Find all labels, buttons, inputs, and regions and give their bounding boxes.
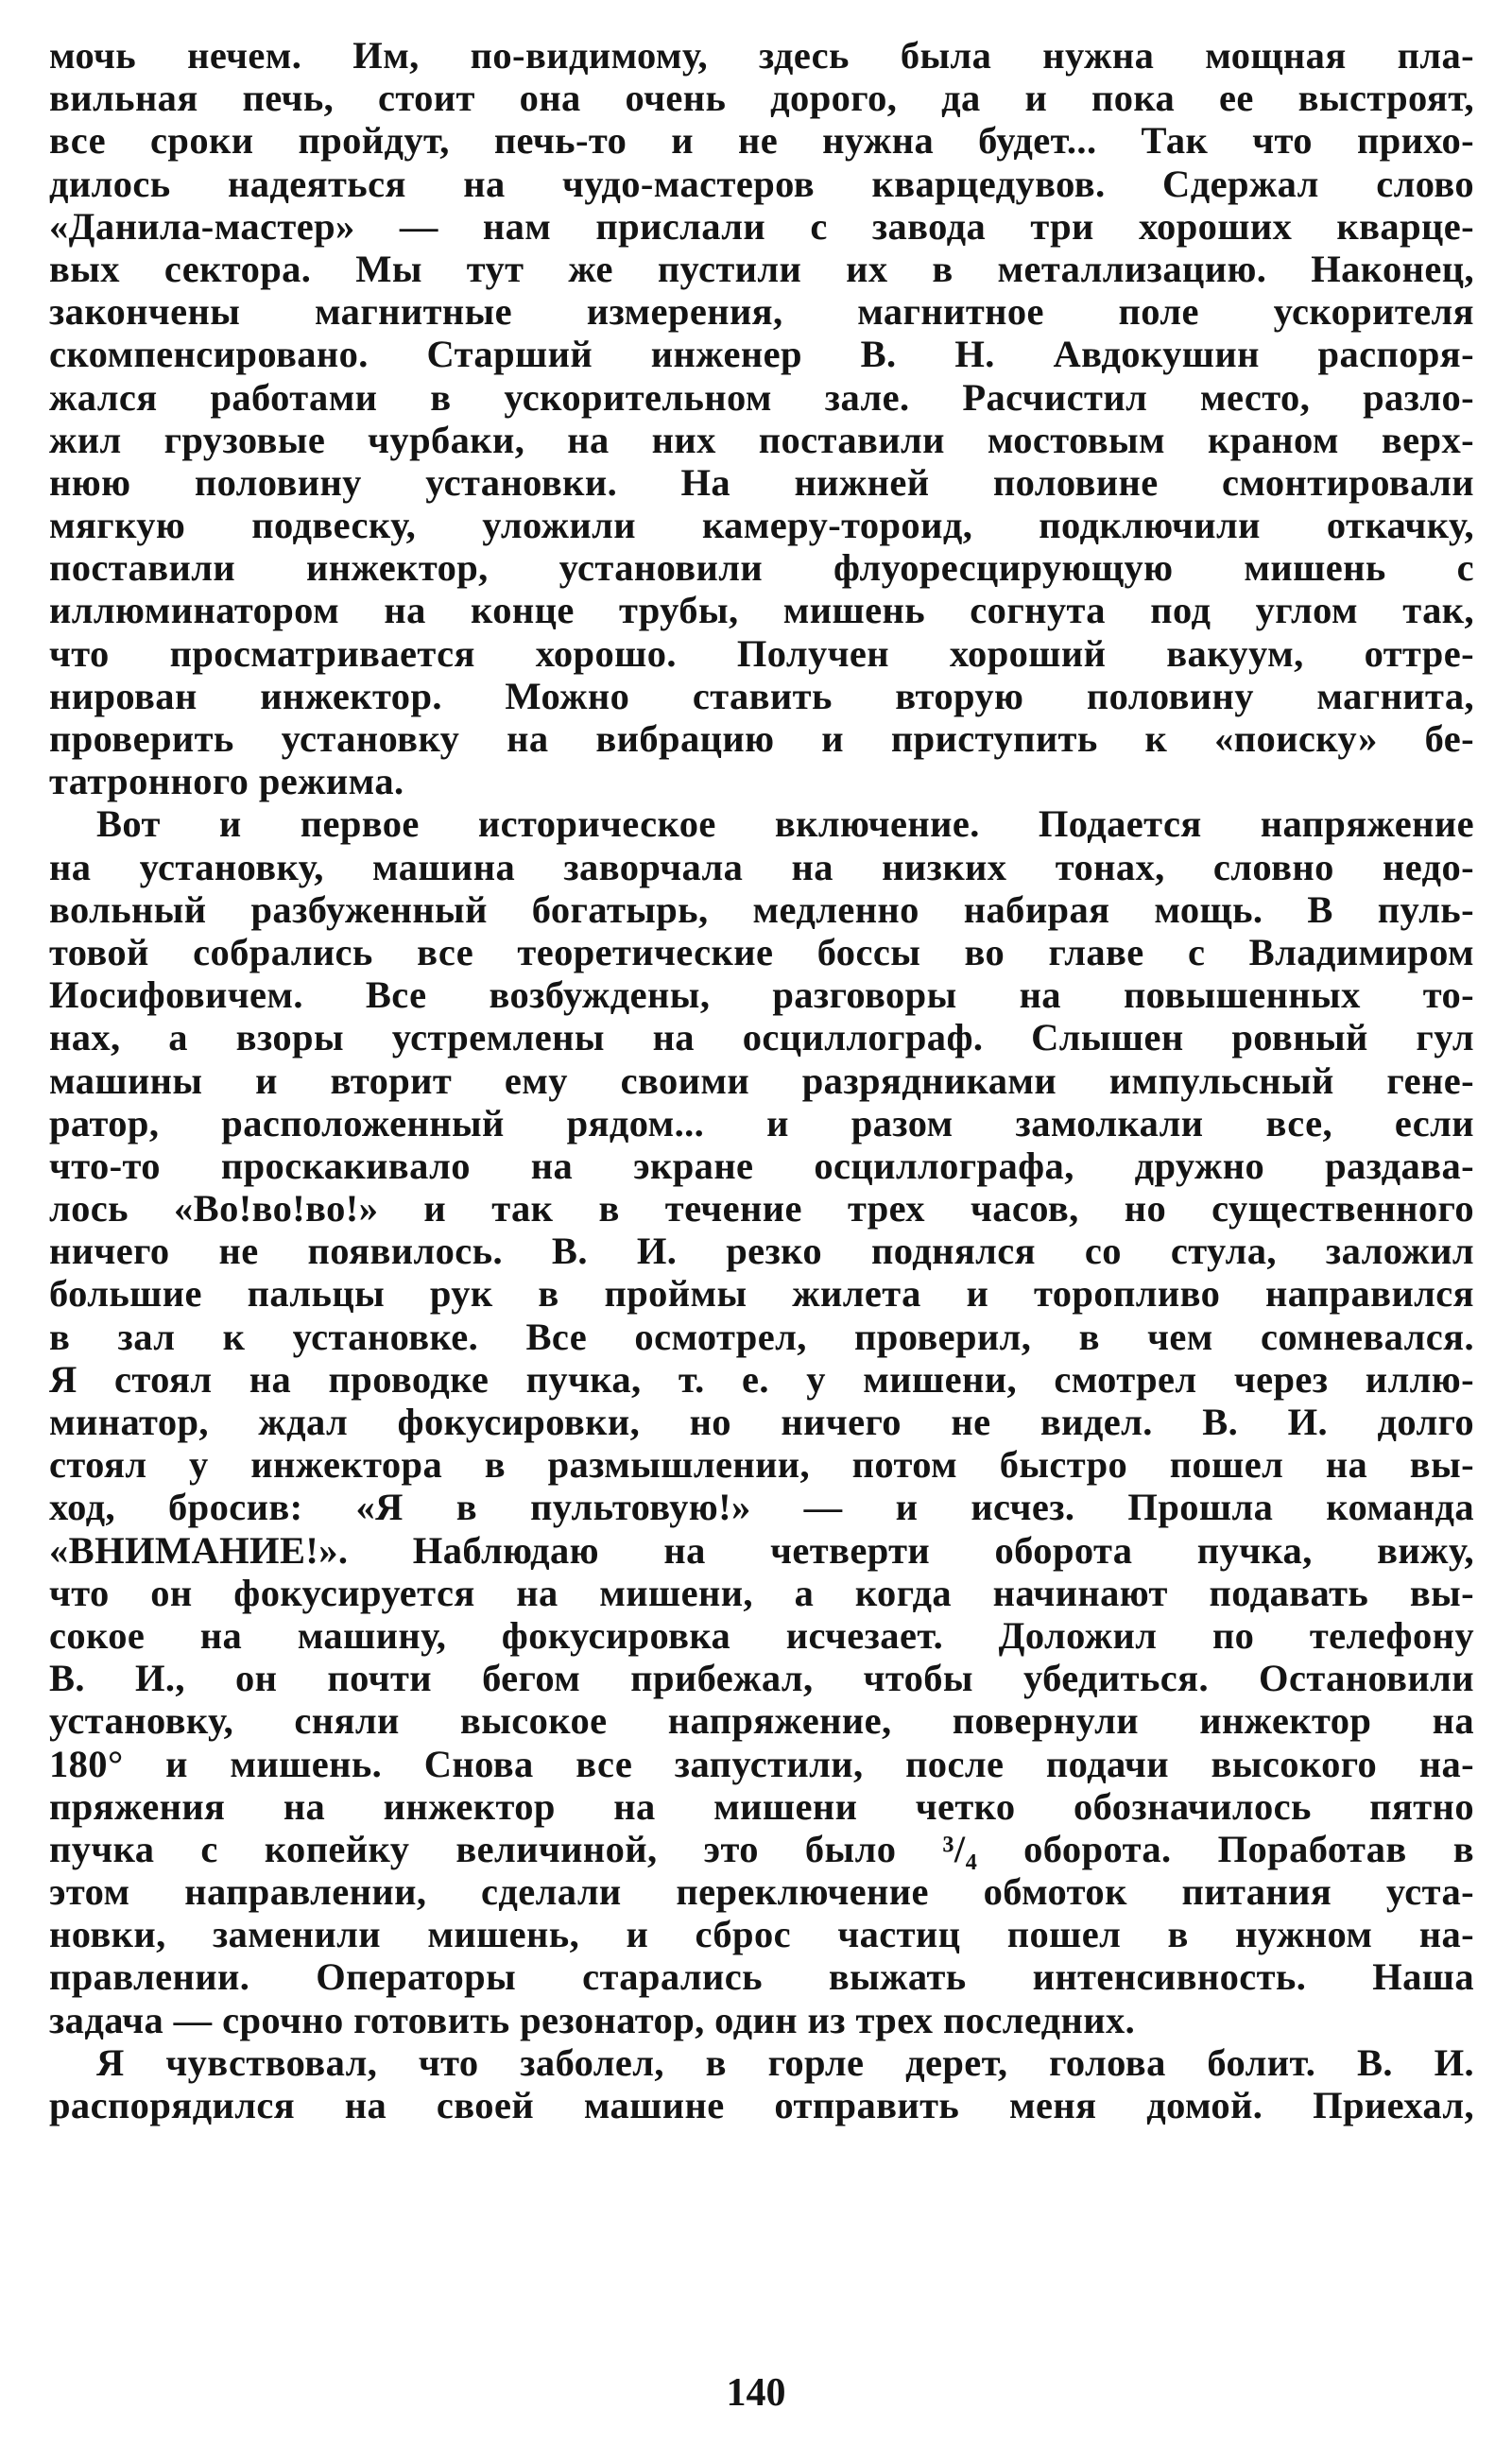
text-line: большие пальцы рук в проймы жилета и торопливо направился <box>49 1272 1474 1316</box>
text-line: машины и вторит ему своими разрядниками импульсный гене- <box>49 1058 1474 1102</box>
text-line: мягкую подвеску, уложили камеру-тороид, подключили откачку, <box>49 504 1474 547</box>
paragraph <box>49 2041 1474 2126</box>
text-line: стоял у инжектора в размышлении, потом быстро пошел на вы- <box>49 1443 1474 1487</box>
text-line: Я чувствовал, что заболел, в горле дерет, голова болит. В. И. <box>96 2040 1474 2084</box>
text-line: В. И., он почти бегом прибежал, чтобы убедиться. Остановили <box>49 1657 1474 1700</box>
text-line: сокое на машину, фокусировка исчезает. Доложил по телефону <box>49 1613 1474 1657</box>
text-line: новки, заменили мишень, и сброс частиц пошел в нужном на- <box>49 1913 1474 1956</box>
page-number: 140 <box>726 2371 786 2415</box>
text-line: жил грузовые чурбаки, на них поставили мостовым краном верх- <box>49 418 1474 461</box>
text-line: Я стоял на проводке пучка, т. е. у мишени, смотрел через иллю- <box>49 1357 1474 1401</box>
text-line: нах, а взоры устремлены на осциллограф. Слышен ровный гул <box>49 1016 1474 1059</box>
text-line: нирован инжектор. Можно ставить вторую половину магнита, <box>49 674 1474 717</box>
text-line: правлении. Операторы старались выжать интенсивность. Наша <box>49 1955 1474 1999</box>
text-line: установку, сняли высокое напряжение, повернули инжектор на <box>49 1699 1474 1743</box>
text-line: минатор, ждал фокусировки, но ничего не видел. В. И. долго <box>49 1401 1474 1443</box>
text-line: жался работами в ускорительном зале. Расчистил место, разло- <box>49 375 1474 419</box>
text-line: проверить установку на вибрацию и приступить к «поиску» бе- <box>49 717 1474 760</box>
text-line: Вот и первое историческое включение. Подается напряжение <box>96 802 1474 846</box>
text-line: что просматривается хорошо. Получен хороший вакуум, оттре- <box>49 631 1474 675</box>
text-line: этом направлении, сделали переключение обмоток питания уста- <box>49 1870 1474 1914</box>
text-line: татронного режима. <box>49 760 404 803</box>
text-line: поставили инжектор, установили флуоресцирующую мишень с <box>49 546 1474 590</box>
text-line: вольный разбуженный богатырь, медленно набирая мощь. В пуль- <box>49 887 1474 931</box>
text-line: что-то проскакивало на экране осциллографа, дружно раздава- <box>49 1144 1474 1187</box>
text-line: товой собрались все теоретические боссы во главе с Владимиром <box>49 930 1474 973</box>
text-line: дилось надеяться на чудо-мастеров кварцедувов. Сдержал слово <box>49 162 1474 205</box>
text-line: Иосифовичем. Все возбуждены, разговоры на повышенных то- <box>49 973 1474 1017</box>
text-line: 180° и мишень. Снова все запустили, после подачи высокого на- <box>49 1742 1474 1785</box>
text-line: иллюминатором на конце трубы, мишень согнута под углом так, <box>49 589 1474 632</box>
text-line: ход, бросив: «Я в пультовую!» — и исчез. Прошла команда <box>49 1486 1474 1529</box>
text-line: ничего не появилось. В. И. резко поднялся со стула, заложил <box>49 1230 1474 1273</box>
text-line: вых сектора. Мы тут же пустили их в металлизацию. Наконец, <box>49 247 1474 290</box>
text-line: что он фокусируется на мишени, а когда начинают подавать вы- <box>49 1571 1474 1614</box>
text-line: нюю половину установки. На нижней половине смонтировали <box>49 460 1474 504</box>
paragraph <box>49 802 1474 2040</box>
text-line: лось «Во!во!во!» и так в течение трех часов, но существенного <box>49 1187 1474 1230</box>
text-line: пучка с копейку величиной, это было ³/₄ оборота. Поработав в <box>49 1827 1474 1870</box>
text-line: все сроки пройдут, печь-то и не нужна будет... Так что прихо- <box>49 119 1474 163</box>
text-line: закончены магнитные измерения, магнитное поле ускорителя <box>49 290 1474 334</box>
text-line: мочь нечем. Им, по-видимому, здесь была нужна мощная пла- <box>49 34 1474 77</box>
text-line: в зал к установке. Все осмотрел, проверил, в чем сомневался. <box>49 1315 1474 1358</box>
text-line: «Данила-мастер» — нам прислали с завода три хороших кварце- <box>49 204 1474 248</box>
page-body <box>49 34 1474 2126</box>
paragraph <box>49 34 1474 802</box>
text-line: «ВНИМАНИЕ!». Наблюдаю на четверти оборота пучка, вижу, <box>49 1528 1474 1572</box>
text-line: задача — срочно готовить резонатор, один из трех последних. <box>49 1998 1136 2041</box>
text-line: ратор, расположенный рядом... и разом замолкали все, если <box>49 1101 1474 1144</box>
text-line: на установку, машина заворчала на низких тонах, словно недо- <box>49 845 1474 888</box>
text-line: вильная печь, стоит она очень дорого, да и пока ее выстроят, <box>49 77 1474 120</box>
text-line: пряжения на инжектор на мишени четко обозначилось пятно <box>49 1784 1474 1828</box>
text-line: скомпенсировано. Старший инженер В. Н. Авдокушин распоря- <box>49 333 1474 376</box>
text-line: распорядился на своей машине отправить меня домой. Приехал, <box>49 2084 1474 2126</box>
